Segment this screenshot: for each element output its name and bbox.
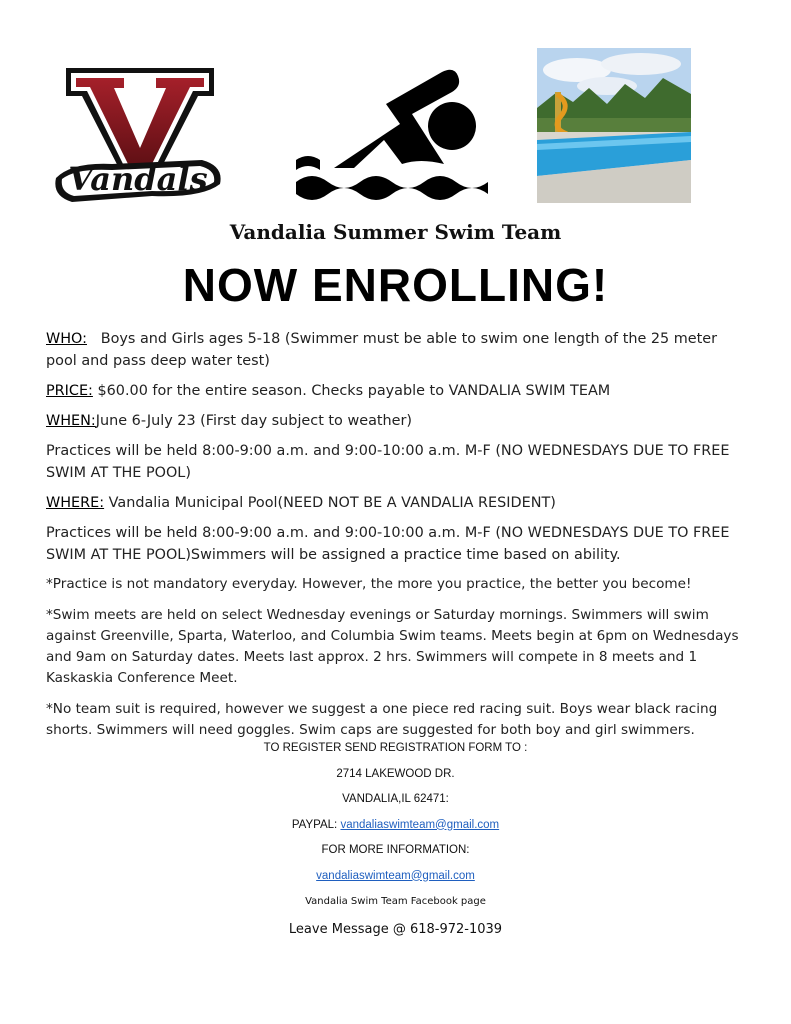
note-suit: *No team suit is required, however we suggest a one piece red racing suit. Boys wear black racing shorts. Swimmers will need goggles. Swim caps are suggested for both boy and girl swimmers. — [46, 701, 718, 738]
info-email-row — [0, 864, 791, 890]
price-label: PRICE: — [46, 383, 93, 399]
price-paragraph — [46, 380, 752, 402]
where-paragraph — [46, 492, 752, 514]
who-text: Boys and Girls ages 5-18 (Swimmer must be able to swim one length of the 25 meter pool and pass deep water test) — [46, 331, 718, 369]
when-paragraph — [46, 410, 752, 432]
vandals-logo — [52, 66, 228, 206]
city-address: VANDALIA,IL 62471: — [342, 793, 449, 805]
paypal-email-link[interactable]: vandaliaswimteam@gmail.com — [340, 818, 500, 831]
more-info-line: FOR MORE INFORMATION: — [321, 844, 470, 856]
pool-photo — [537, 48, 691, 203]
subtitle: Vandalia Summer Swim Team — [229, 220, 562, 244]
facebook-line: Vandalia Swim Team Facebook page — [305, 896, 486, 907]
swimmer-icon — [294, 60, 490, 204]
contact-section — [0, 736, 791, 942]
price-text: $60.00 for the entire season. Checks payable to VANDALIA SWIM TEAM — [97, 383, 611, 399]
headline: NOW ENROLLING! — [182, 259, 609, 311]
who-label: WHO: — [46, 331, 87, 347]
note-meets: *Swim meets are held on select Wednesday evenings or Saturday mornings. Swimmers will swim against Greenville, Sparta, Waterloo, and Columbia Swim teams. Meets begin at 6pm on Wednesdays and 9am on Saturday dates. Meets last approx. 2 hrs. Swimmers will compete in 8 meets and 1 Kaskaskia Conference Meet. — [46, 607, 739, 686]
when-label: WHEN: — [46, 413, 96, 429]
logo-wordmark: Vandals — [68, 160, 208, 198]
where-text: Vandalia Municipal Pool(NEED NOT BE A VANDALIA RESIDENT) — [108, 495, 556, 511]
practice-paragraph-2: Practices will be held 8:00-9:00 a.m. and 9:00-10:00 a.m. M-F (NO WEDNESDAYS DUE TO FREE SWIM AT THE POOL)Swimmers will be assigned a practice time based on ability. — [46, 525, 730, 563]
street-address: 2714 LAKEWOOD DR. — [336, 767, 455, 780]
who-paragraph — [46, 328, 752, 372]
details-section — [46, 328, 752, 751]
note-practice: *Practice is not mandatory everyday. However, the more you practice, the better you become! — [46, 576, 692, 592]
phone-message: Leave Message @ 618-972-1039 — [288, 921, 503, 937]
when-text: June 6-July 23 (First day subject to weather) — [95, 413, 413, 429]
practice-paragraph-1: Practices will be held 8:00-9:00 a.m. and 9:00-10:00 a.m. M-F (NO WEDNESDAYS DUE TO FREE SWIM AT THE POOL) — [46, 443, 730, 481]
paypal-row — [0, 813, 791, 839]
info-email-link[interactable]: vandaliaswimteam@gmail.com — [316, 869, 475, 882]
paypal-label: PAYPAL: — [291, 818, 338, 831]
where-label: WHERE: — [46, 495, 105, 511]
register-line: TO REGISTER SEND REGISTRATION FORM TO : — [263, 742, 528, 754]
